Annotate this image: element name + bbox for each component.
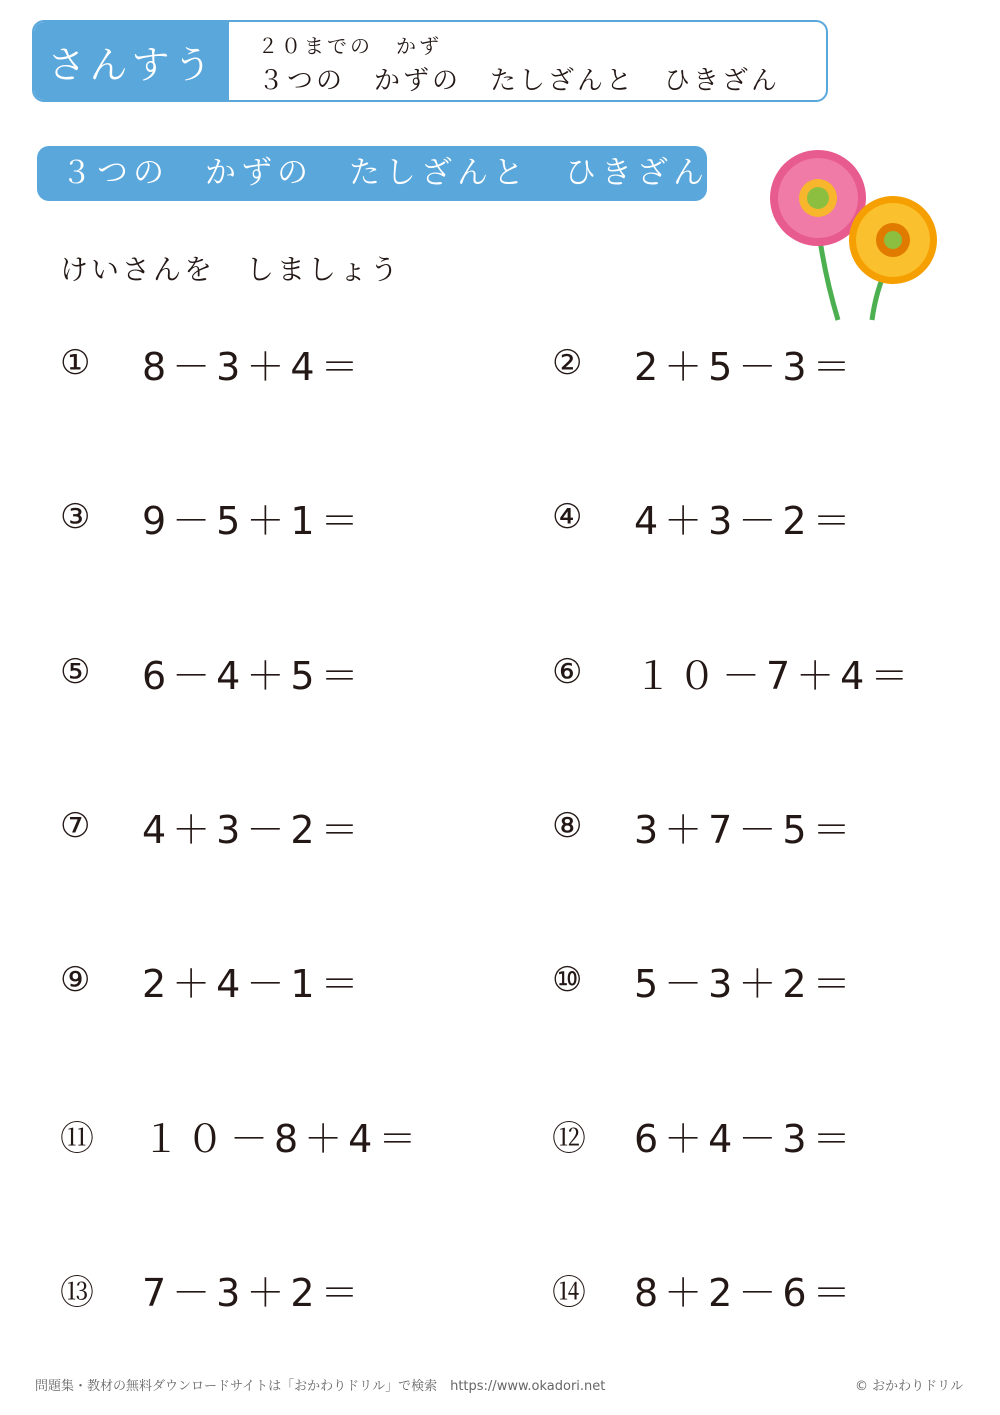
problem-number: ⑪ bbox=[60, 1118, 94, 1159]
problem-10 bbox=[552, 955, 857, 1005]
footer-copyright: © おかわりドリル bbox=[855, 1379, 964, 1394]
problem-8 bbox=[552, 801, 857, 851]
problem-5 bbox=[60, 647, 365, 697]
problem-11 bbox=[60, 1110, 422, 1160]
gerbera-flowers-illustration bbox=[760, 140, 950, 325]
problem-expression: 9－5＋1＝ bbox=[142, 498, 365, 543]
problem-3 bbox=[60, 492, 365, 542]
problem-number: ⑭ bbox=[552, 1272, 586, 1313]
problem-14 bbox=[552, 1264, 857, 1314]
problem-number: ⑦ bbox=[60, 806, 91, 846]
problem-number: ⑧ bbox=[552, 806, 583, 846]
problem-expression: 2＋5－3＝ bbox=[634, 344, 857, 389]
problem-number: ⑨ bbox=[60, 960, 91, 1000]
header-title: ３つの かずの たしざんと ひきざん bbox=[258, 66, 781, 96]
subject-label: さんすう bbox=[34, 22, 229, 100]
problem-12 bbox=[552, 1110, 857, 1160]
header-subtitle: ２０までの かず bbox=[258, 34, 442, 58]
problem-number: ④ bbox=[552, 497, 583, 537]
problem-number: ⑤ bbox=[60, 652, 91, 692]
problem-number: ⑫ bbox=[552, 1118, 586, 1159]
problem-expression: 2＋4－1＝ bbox=[142, 961, 365, 1006]
problem-expression: 6－4＋5＝ bbox=[142, 653, 365, 698]
problem-expression: 6＋4－3＝ bbox=[634, 1116, 857, 1161]
footer-site-info: 問題集・教材の無料ダウンロードサイトは「おかわりドリル」で検索 https://www.okadori.net bbox=[35, 1379, 606, 1394]
problem-number: ⑬ bbox=[60, 1272, 94, 1313]
problem-expression: 7－3＋2＝ bbox=[142, 1270, 365, 1315]
problem-1 bbox=[60, 338, 365, 388]
problem-4 bbox=[552, 492, 857, 542]
problem-number: ⑩ bbox=[552, 960, 583, 1000]
problem-expression: １０－8＋4＝ bbox=[142, 1116, 423, 1161]
problem-number: ③ bbox=[60, 497, 91, 537]
problem-expression: １０－7＋4＝ bbox=[634, 653, 915, 698]
problem-expression: 5－3＋2＝ bbox=[634, 961, 857, 1006]
problem-expression: 4＋3－2＝ bbox=[142, 807, 365, 852]
problem-expression: 3＋7－5＝ bbox=[634, 807, 857, 852]
problem-6 bbox=[552, 647, 914, 697]
section-title: ３つの かずの たしざんと ひきざん bbox=[37, 146, 707, 201]
problem-9 bbox=[60, 955, 365, 1005]
problem-number: ② bbox=[552, 343, 583, 383]
problem-expression: 8－3＋4＝ bbox=[142, 344, 365, 389]
problem-2 bbox=[552, 338, 857, 388]
problem-7 bbox=[60, 801, 365, 851]
problem-13 bbox=[60, 1264, 365, 1314]
header-box bbox=[32, 20, 828, 102]
problem-number: ⑥ bbox=[552, 652, 583, 692]
instruction-text: けいさんを しましょう bbox=[60, 253, 402, 286]
problem-number: ① bbox=[60, 343, 91, 383]
problem-expression: 8＋2－6＝ bbox=[634, 1270, 857, 1315]
problem-expression: 4＋3－2＝ bbox=[634, 498, 857, 543]
